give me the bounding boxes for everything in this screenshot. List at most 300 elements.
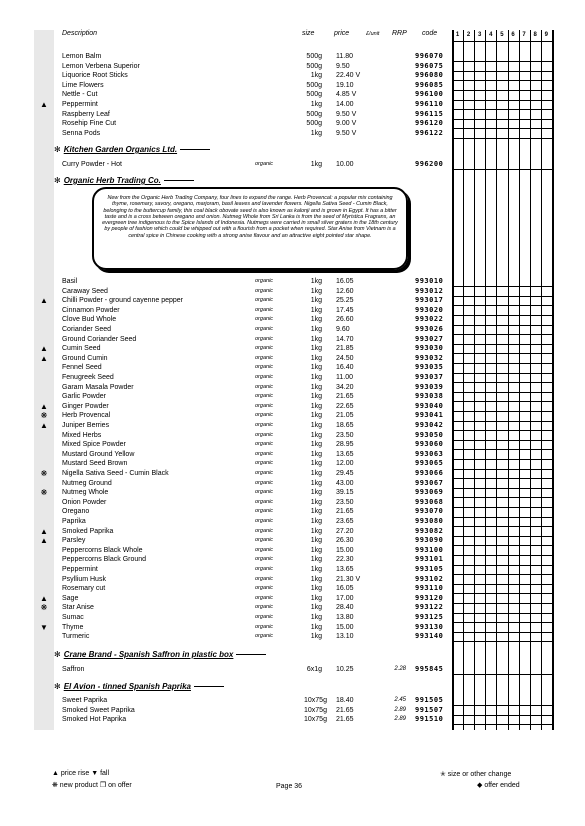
grid-column-number: 7 bbox=[522, 32, 526, 38]
grid-row-line bbox=[452, 613, 552, 614]
grid-row-line bbox=[452, 536, 552, 537]
product-price: 12.60 bbox=[336, 287, 354, 295]
status-marker-icon bbox=[38, 119, 50, 129]
product-description: Rosemary cut bbox=[62, 585, 106, 593]
product-price: 16.40 bbox=[336, 364, 354, 372]
product-price: 17.45 bbox=[336, 306, 354, 314]
product-code: 993026 bbox=[415, 325, 444, 333]
status-marker-icon bbox=[38, 62, 50, 72]
product-size: 1kg bbox=[310, 335, 322, 343]
product-size: 1kg bbox=[310, 431, 322, 439]
status-marker-icon: ❋ bbox=[40, 411, 48, 421]
product-price: 18.65 bbox=[336, 422, 354, 429]
status-marker-icon bbox=[38, 315, 50, 325]
product-code: 993100 bbox=[415, 545, 444, 554]
status-marker-icon bbox=[38, 565, 50, 575]
product-size: 1kg bbox=[310, 297, 322, 305]
grid-row-line bbox=[452, 296, 552, 297]
grid-row-line bbox=[452, 401, 552, 402]
status-marker-icon bbox=[38, 715, 50, 725]
status-marker-icon bbox=[38, 632, 50, 642]
status-marker-icon bbox=[38, 584, 50, 594]
organic-label: organic bbox=[255, 316, 274, 323]
status-marker-icon: ❋ bbox=[40, 488, 48, 498]
organic-label: organic bbox=[255, 422, 274, 428]
status-marker-icon: ▲ bbox=[40, 593, 48, 603]
product-row bbox=[60, 325, 452, 335]
product-description: Oregano bbox=[62, 508, 90, 516]
product-code: 996200 bbox=[415, 160, 444, 168]
product-code: 996115 bbox=[415, 109, 444, 118]
grid-row-line bbox=[452, 325, 552, 326]
product-price: 29.45 bbox=[336, 470, 354, 477]
product-price: 9.50 V bbox=[336, 110, 357, 118]
product-size: 500g bbox=[306, 120, 322, 128]
product-description: Lemon Verbena Superior bbox=[62, 62, 140, 70]
page-number: Page 36 bbox=[276, 783, 303, 790]
product-description: Parsley bbox=[62, 537, 86, 545]
product-price: 4.85 V bbox=[336, 91, 357, 99]
product-code: 993017 bbox=[415, 296, 444, 305]
product-row bbox=[60, 696, 452, 706]
organic-label: organic bbox=[255, 479, 274, 486]
organic-label: organic bbox=[255, 374, 274, 380]
organic-label: organic bbox=[255, 278, 274, 284]
product-code: 996122 bbox=[415, 128, 444, 137]
product-row bbox=[60, 715, 452, 725]
status-marker-icon bbox=[38, 52, 50, 62]
product-description: Nettle - Cut bbox=[62, 91, 98, 99]
product-size: 1kg bbox=[310, 393, 322, 401]
product-row bbox=[60, 119, 452, 129]
product-size: 1kg bbox=[310, 306, 322, 314]
product-price: 11.80 bbox=[336, 53, 353, 60]
grid-row-line bbox=[452, 353, 552, 354]
product-price: 13.65 bbox=[336, 450, 354, 458]
product-row bbox=[60, 306, 452, 316]
status-marker-icon: ❋ bbox=[40, 603, 48, 613]
status-marker-icon bbox=[38, 450, 50, 460]
product-size: 6x1g bbox=[306, 666, 322, 673]
organic-label: organic bbox=[255, 489, 274, 496]
product-row bbox=[60, 632, 452, 642]
grid-row-line bbox=[452, 363, 552, 364]
organic-label: organic bbox=[255, 383, 274, 390]
product-code: 993020 bbox=[415, 305, 444, 314]
product-price: 13.65 bbox=[336, 566, 354, 573]
product-row bbox=[60, 160, 452, 170]
grid-row-line bbox=[452, 526, 552, 527]
product-row bbox=[60, 315, 452, 325]
grid-row-line bbox=[452, 411, 552, 412]
grid-row-line bbox=[452, 305, 552, 306]
grid-row-line bbox=[452, 61, 552, 62]
product-description: Clove Bud Whole bbox=[62, 316, 117, 324]
product-row bbox=[60, 459, 452, 469]
product-description: Smoked Hot Paprika bbox=[62, 716, 127, 724]
product-size: 1kg bbox=[310, 287, 322, 295]
product-description: Senna Pods bbox=[62, 129, 101, 137]
star-icon: ✻ bbox=[54, 145, 61, 154]
product-row bbox=[60, 555, 452, 565]
product-code: 993080 bbox=[415, 517, 444, 525]
product-size: 500g bbox=[306, 81, 322, 89]
product-size: 1kg bbox=[310, 402, 322, 410]
grid-row-line bbox=[452, 517, 552, 518]
grid-column-line bbox=[496, 30, 497, 730]
product-row bbox=[60, 603, 452, 613]
product-description: Herb Provencal bbox=[62, 412, 111, 420]
grid-column-line bbox=[452, 30, 454, 730]
product-code: 993063 bbox=[415, 449, 444, 458]
grid-row-line bbox=[452, 430, 552, 431]
grid-row-line bbox=[452, 100, 552, 101]
organic-label: organic bbox=[255, 335, 274, 342]
status-marker-icon bbox=[38, 306, 50, 316]
product-code: 993042 bbox=[415, 421, 444, 429]
product-description: Peppermint bbox=[62, 566, 98, 573]
product-price: 13.80 bbox=[336, 614, 354, 621]
status-marker-icon bbox=[38, 160, 50, 170]
product-size: 1kg bbox=[310, 556, 322, 564]
product-price: 23.50 bbox=[336, 498, 354, 506]
product-row bbox=[60, 421, 452, 431]
product-description: Coriander Seed bbox=[62, 326, 112, 333]
product-code: 991505 bbox=[415, 696, 444, 704]
status-marker-icon bbox=[38, 665, 50, 675]
product-code: 996100 bbox=[415, 90, 444, 99]
product-row bbox=[60, 450, 452, 460]
product-size: 1kg bbox=[310, 527, 322, 535]
product-row bbox=[60, 479, 452, 489]
status-marker-icon: ▲ bbox=[40, 401, 48, 411]
product-description: Basil bbox=[62, 278, 78, 285]
organic-label: organic bbox=[255, 364, 274, 371]
product-row bbox=[60, 507, 452, 517]
organic-label: organic bbox=[255, 161, 274, 167]
grid-row-line bbox=[452, 315, 552, 316]
product-code: 991507 bbox=[415, 705, 444, 714]
product-code: 993030 bbox=[415, 344, 444, 353]
product-size: 1kg bbox=[310, 566, 322, 573]
organic-label: organic bbox=[255, 604, 274, 611]
product-description: Liquorice Root Sticks bbox=[62, 72, 128, 80]
product-row bbox=[60, 344, 452, 354]
grid-column-line bbox=[541, 30, 542, 730]
product-code: 993120 bbox=[415, 593, 444, 602]
product-price: 18.40 bbox=[336, 697, 354, 704]
grid-column-number: 5 bbox=[500, 32, 504, 38]
grid-row-line bbox=[452, 138, 552, 139]
organic-label: organic bbox=[255, 518, 274, 524]
section-title: El Avion - tinned Spanish Paprika bbox=[63, 682, 191, 691]
product-row bbox=[60, 392, 452, 402]
legend-offer-ended: ◆ offer ended bbox=[477, 782, 520, 789]
product-size: 500g bbox=[306, 53, 322, 60]
grid-row-line bbox=[452, 169, 552, 170]
grid-row-line bbox=[452, 344, 552, 345]
organic-label: organic bbox=[255, 527, 274, 534]
product-price: 28.95 bbox=[336, 441, 354, 449]
product-code: 993101 bbox=[415, 555, 444, 564]
product-description: Star Anise bbox=[62, 604, 94, 612]
status-marker-icon bbox=[38, 459, 50, 469]
product-description: Rosehip Fine Cut bbox=[62, 120, 117, 128]
product-description: Ground Coriander Seed bbox=[62, 335, 137, 343]
grid-row-line bbox=[452, 574, 552, 575]
product-description: Garam Masala Powder bbox=[62, 383, 134, 391]
product-price: 43.00 bbox=[336, 479, 354, 487]
product-description: Cinnamon Powder bbox=[62, 306, 120, 314]
product-code: 993041 bbox=[415, 411, 444, 420]
product-size: 500g bbox=[306, 110, 322, 118]
product-code: 993065 bbox=[415, 459, 444, 468]
status-marker-icon bbox=[38, 287, 50, 297]
product-price: 21.65 bbox=[336, 706, 354, 714]
organic-label: organic bbox=[255, 441, 274, 448]
status-marker-icon: ▲ bbox=[40, 353, 48, 363]
grid-row-line bbox=[452, 632, 552, 633]
product-code: 993082 bbox=[415, 526, 444, 535]
product-size: 1kg bbox=[310, 383, 322, 391]
product-code: 993125 bbox=[415, 613, 444, 621]
product-size: 1kg bbox=[310, 594, 322, 602]
grid-column-line bbox=[485, 30, 486, 730]
product-row bbox=[60, 296, 452, 306]
grid-row-line bbox=[452, 603, 552, 604]
product-code: 993027 bbox=[415, 334, 444, 343]
header-code: code bbox=[422, 30, 438, 37]
grid-column-line bbox=[463, 30, 464, 730]
product-price: 21.65 bbox=[336, 508, 354, 516]
grid-row-line bbox=[452, 41, 552, 42]
product-code: 993067 bbox=[415, 478, 444, 487]
product-row bbox=[60, 277, 452, 287]
status-marker-icon: ▲ bbox=[40, 421, 48, 430]
product-price: 21.65 bbox=[336, 393, 354, 401]
grid-row-line bbox=[452, 555, 552, 556]
star-icon: ✻ bbox=[54, 176, 61, 185]
product-size: 1kg bbox=[310, 412, 322, 420]
product-row bbox=[60, 527, 452, 537]
organic-label: organic bbox=[255, 498, 274, 505]
product-row bbox=[60, 100, 452, 110]
organic-label: organic bbox=[255, 326, 274, 332]
product-description: Nutmeg Ground bbox=[62, 479, 112, 487]
status-marker-icon bbox=[38, 555, 50, 565]
status-marker-icon: ❋ bbox=[40, 469, 48, 478]
grid-row-line bbox=[452, 488, 552, 489]
grid-column-number: 1 bbox=[455, 32, 460, 38]
grid-column-number: 6 bbox=[511, 32, 515, 38]
grid-row-line bbox=[452, 565, 552, 566]
star-icon: ✻ bbox=[54, 650, 61, 659]
grid-row-line bbox=[452, 80, 552, 81]
product-code: 993090 bbox=[415, 536, 444, 545]
product-price: 21.30 V bbox=[336, 575, 361, 583]
product-description: Turmeric bbox=[62, 633, 90, 641]
product-code: 996120 bbox=[415, 119, 444, 128]
unit-price: 2.89 bbox=[394, 706, 406, 713]
product-description: Fennel Seed bbox=[62, 364, 102, 372]
organic-label: organic bbox=[255, 556, 274, 563]
product-row bbox=[60, 665, 452, 675]
product-code: 993010 bbox=[415, 277, 444, 285]
product-description: Paprika bbox=[62, 518, 86, 525]
grid-row-line bbox=[452, 497, 552, 498]
grid-row-line bbox=[452, 507, 552, 508]
product-price: 34.20 bbox=[336, 383, 354, 391]
product-description: Fenugreek Seed bbox=[62, 374, 114, 381]
product-description: Cumin Seed bbox=[62, 345, 101, 353]
grid-row-line bbox=[452, 334, 552, 335]
organic-label: organic bbox=[255, 585, 274, 592]
product-size: 1kg bbox=[310, 575, 322, 583]
grid-row-line bbox=[452, 469, 552, 470]
product-size: 1kg bbox=[310, 72, 322, 80]
organic-label: organic bbox=[255, 412, 274, 419]
header-description: Description bbox=[62, 30, 98, 37]
organic-label: organic bbox=[255, 594, 274, 601]
grid-column-line bbox=[474, 30, 475, 730]
product-size: 1kg bbox=[310, 585, 322, 593]
product-size: 1kg bbox=[310, 479, 322, 487]
status-marker-icon bbox=[38, 383, 50, 393]
organic-label: organic bbox=[255, 297, 274, 304]
product-price: 19.10 bbox=[336, 81, 354, 89]
product-size: 1kg bbox=[310, 470, 322, 477]
product-price: 11.00 bbox=[336, 374, 353, 381]
status-marker-icon bbox=[38, 517, 50, 527]
product-price: 39.15 bbox=[336, 489, 354, 497]
unit-price: 2.28 bbox=[394, 666, 406, 672]
organic-label: organic bbox=[255, 431, 274, 438]
product-size: 1kg bbox=[310, 101, 322, 108]
status-marker-icon bbox=[38, 71, 50, 81]
unit-price: 2.45 bbox=[394, 697, 406, 703]
status-marker-icon bbox=[38, 392, 50, 402]
product-code: 993068 bbox=[415, 497, 444, 506]
organic-label: organic bbox=[255, 508, 274, 515]
product-description: Sumac bbox=[62, 614, 84, 621]
product-row bbox=[60, 431, 452, 441]
product-description: Nigella Sativa Seed - Cumin Black bbox=[62, 470, 169, 477]
grid-column-number: 3 bbox=[478, 32, 482, 38]
product-description: Thyme bbox=[62, 623, 84, 631]
grid-row-line bbox=[452, 90, 552, 91]
grid-row-line bbox=[452, 421, 552, 422]
product-row bbox=[60, 575, 452, 585]
status-marker-icon: ▲ bbox=[40, 536, 48, 546]
product-code: 993140 bbox=[415, 632, 444, 641]
product-row bbox=[60, 129, 452, 139]
grid-row-line bbox=[452, 622, 552, 623]
product-description: Lime Flowers bbox=[62, 81, 104, 89]
product-code: 993035 bbox=[415, 363, 444, 372]
product-size: 1kg bbox=[310, 633, 322, 641]
organic-label: organic bbox=[255, 537, 274, 544]
section-kitchen-garden bbox=[54, 145, 210, 154]
product-size: 1kg bbox=[310, 316, 322, 324]
product-description: Ground Cumin bbox=[62, 354, 108, 362]
product-size: 1kg bbox=[310, 441, 322, 449]
grid-row-line bbox=[452, 715, 552, 716]
product-price: 14.70 bbox=[336, 335, 354, 343]
unit-price: 2.89 bbox=[394, 716, 406, 723]
product-code: 993032 bbox=[415, 353, 444, 362]
organic-label: organic bbox=[255, 546, 274, 553]
product-price: 28.40 bbox=[336, 604, 354, 612]
product-description: Raspberry Leaf bbox=[62, 110, 110, 118]
organic-label: organic bbox=[255, 345, 274, 352]
product-code: 993012 bbox=[415, 286, 444, 295]
product-description: Garlic Powder bbox=[62, 393, 106, 401]
product-row bbox=[60, 52, 452, 62]
grid-row-line bbox=[452, 459, 552, 460]
product-price: 16.05 bbox=[336, 585, 354, 593]
product-size: 1kg bbox=[310, 623, 322, 631]
product-description: Mixed Herbs bbox=[62, 431, 102, 439]
product-code: 996080 bbox=[415, 71, 444, 80]
grid-row-line bbox=[452, 382, 552, 383]
product-description: Ginger Powder bbox=[62, 402, 109, 410]
product-code: 993110 bbox=[415, 584, 444, 593]
status-marker-icon bbox=[38, 507, 50, 517]
product-row bbox=[60, 383, 452, 393]
product-row bbox=[60, 536, 452, 546]
product-description: Chilli Powder - ground cayenne pepper bbox=[62, 297, 184, 305]
product-size: 500g bbox=[306, 62, 322, 70]
product-code: 996085 bbox=[415, 80, 444, 89]
product-code: 993050 bbox=[415, 430, 444, 439]
status-marker-icon: ▼ bbox=[40, 622, 48, 632]
status-marker-icon: ▲ bbox=[40, 526, 48, 536]
product-description: Mixed Spice Powder bbox=[62, 441, 126, 449]
grid-row-line bbox=[452, 593, 552, 594]
product-price: 9.60 bbox=[336, 326, 350, 333]
product-price: 13.10 bbox=[336, 633, 354, 641]
product-code: 993069 bbox=[415, 488, 444, 497]
grid-row-line bbox=[452, 545, 552, 546]
status-marker-icon bbox=[38, 325, 50, 335]
grid-row-line bbox=[452, 392, 552, 393]
product-row bbox=[60, 373, 452, 383]
product-row bbox=[60, 706, 452, 716]
status-marker-icon bbox=[38, 110, 50, 120]
product-price: 15.00 bbox=[336, 546, 354, 554]
grid-row-line bbox=[452, 724, 552, 725]
product-code: 993130 bbox=[415, 622, 444, 631]
grid-row-line bbox=[452, 373, 552, 374]
product-size: 1kg bbox=[310, 508, 322, 516]
product-row bbox=[60, 584, 452, 594]
grid-row-line bbox=[452, 641, 552, 642]
status-marker-icon: ▲ bbox=[40, 296, 48, 306]
product-price: 10.25 bbox=[336, 666, 354, 673]
product-price: 14.00 bbox=[336, 101, 354, 108]
product-price: 24.50 bbox=[336, 354, 354, 362]
product-row bbox=[60, 110, 452, 120]
section-title: Organic Herb Trading Co. bbox=[63, 176, 161, 185]
product-description: Sage bbox=[62, 594, 79, 602]
product-row bbox=[60, 546, 452, 556]
product-code: 993037 bbox=[415, 373, 444, 381]
grid-column-line bbox=[508, 30, 509, 730]
grid-column-line bbox=[519, 30, 520, 730]
product-code: 993070 bbox=[415, 507, 444, 516]
product-size: 1kg bbox=[310, 614, 322, 621]
product-price: 10.00 bbox=[336, 161, 354, 168]
